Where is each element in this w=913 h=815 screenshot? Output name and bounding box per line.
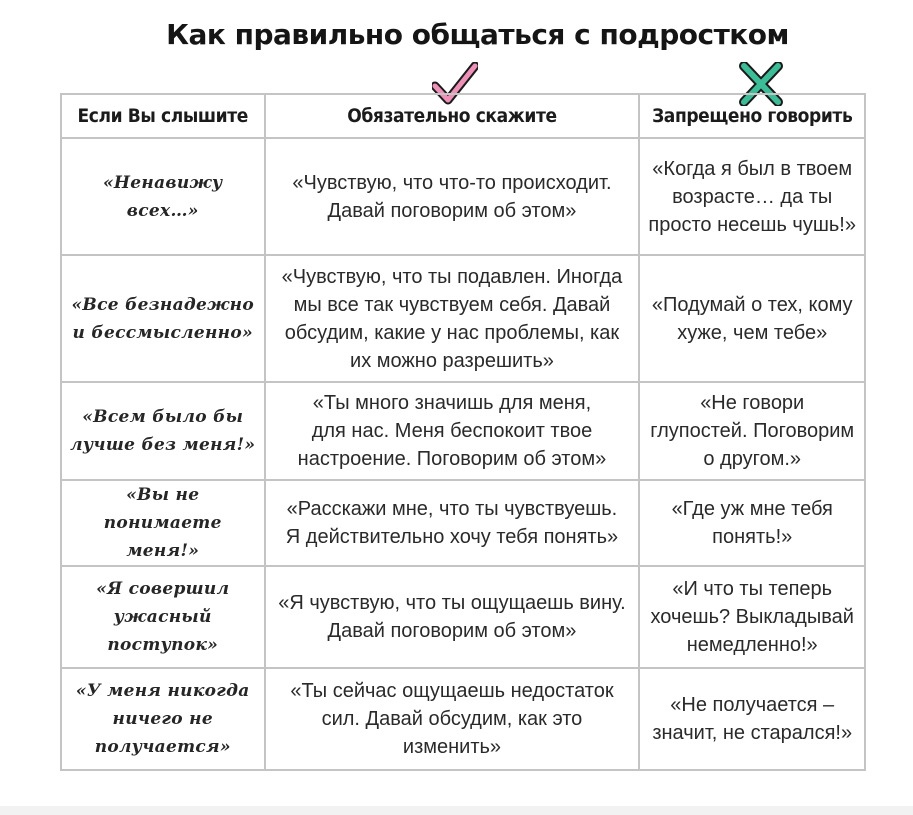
cell-say [265,668,640,770]
cell-hear [61,566,265,668]
page-title: Как правильно общаться с подростком [166,18,789,51]
cell-say-text: «Чувствую, что что-то происходит. Давай поговорим об этом» [292,171,612,222]
table-row [61,480,865,566]
cell-say [265,382,640,480]
cell-hear-text: «Ненавижу всех…» [102,172,223,221]
table-row [61,138,865,255]
cell-hear-text: «У меня никогда ничего не получается» [75,681,250,757]
table-header-row [61,94,865,138]
cell-hear-text: «Всем было бы лучше без меня!» [70,407,256,455]
cell-forbid [639,668,865,770]
header-hear: Если Вы слышите [61,94,265,138]
table-row [61,255,865,382]
table-row [61,566,865,668]
advice-table [60,93,866,771]
table-row [61,382,865,480]
cell-say [265,566,640,668]
cell-say-text: «Чувствую, что ты подавлен. Иногда мы все так чувствуем себя. Давай обсудим, какие у нас проблемы, как их можно разрешить» [281,265,623,372]
cell-forbid [639,566,865,668]
cell-forbid [639,138,865,255]
cell-hear [61,480,265,566]
bottom-strip [0,806,913,815]
cell-forbid-text: «Не говори глупостей. Поговорим о другом.» [650,392,855,470]
header-forbid: Запрещено говорить [639,94,865,138]
cell-say [265,255,640,382]
cell-hear [61,138,265,255]
cell-forbid-text: «Где уж мне тебя понять!» [671,498,833,548]
cell-hear [61,255,265,382]
cell-forbid-text: «Подумай о тех, кому хуже, чем тебе» [651,293,853,344]
cell-say-text: «Расскажи мне, что ты чувствуешь. Я действительно хочу тебя понять» [285,498,619,548]
cell-forbid-text: «Не получается – значит, не старался!» [652,694,853,744]
table-row [61,668,865,770]
cell-forbid-text: «И что ты теперь хочешь? Выкладывай немедленно!» [650,578,854,656]
cell-say-text: «Ты сейчас ощущаешь недостаток сил. Давай обсудим, как это изменить» [290,680,614,758]
cell-hear-text: «Я совершил ужасный поступок» [96,579,230,655]
cell-hear-text: «Вы не понимаете меня!» [103,485,222,561]
cell-say-text: «Ты много значишь для меня, для нас. Меня беспокоит твое настроение. Поговорим об этом» [297,392,607,470]
cell-say [265,480,640,566]
cell-forbid [639,480,865,566]
cell-say [265,138,640,255]
cell-hear [61,668,265,770]
cell-hear-text: «Все безнадежно и бессмысленно» [71,294,254,343]
cell-forbid-text: «Когда я был в твоем возрасте… да ты просто несешь чушь!» [648,157,856,236]
cell-say-text: «Я чувствую, что ты ощущаешь вину. Давай поговорим об этом» [278,592,626,642]
cell-hear [61,382,265,480]
cell-forbid [639,382,865,480]
header-say: Обязательно скажите [265,94,640,138]
cell-forbid [639,255,865,382]
